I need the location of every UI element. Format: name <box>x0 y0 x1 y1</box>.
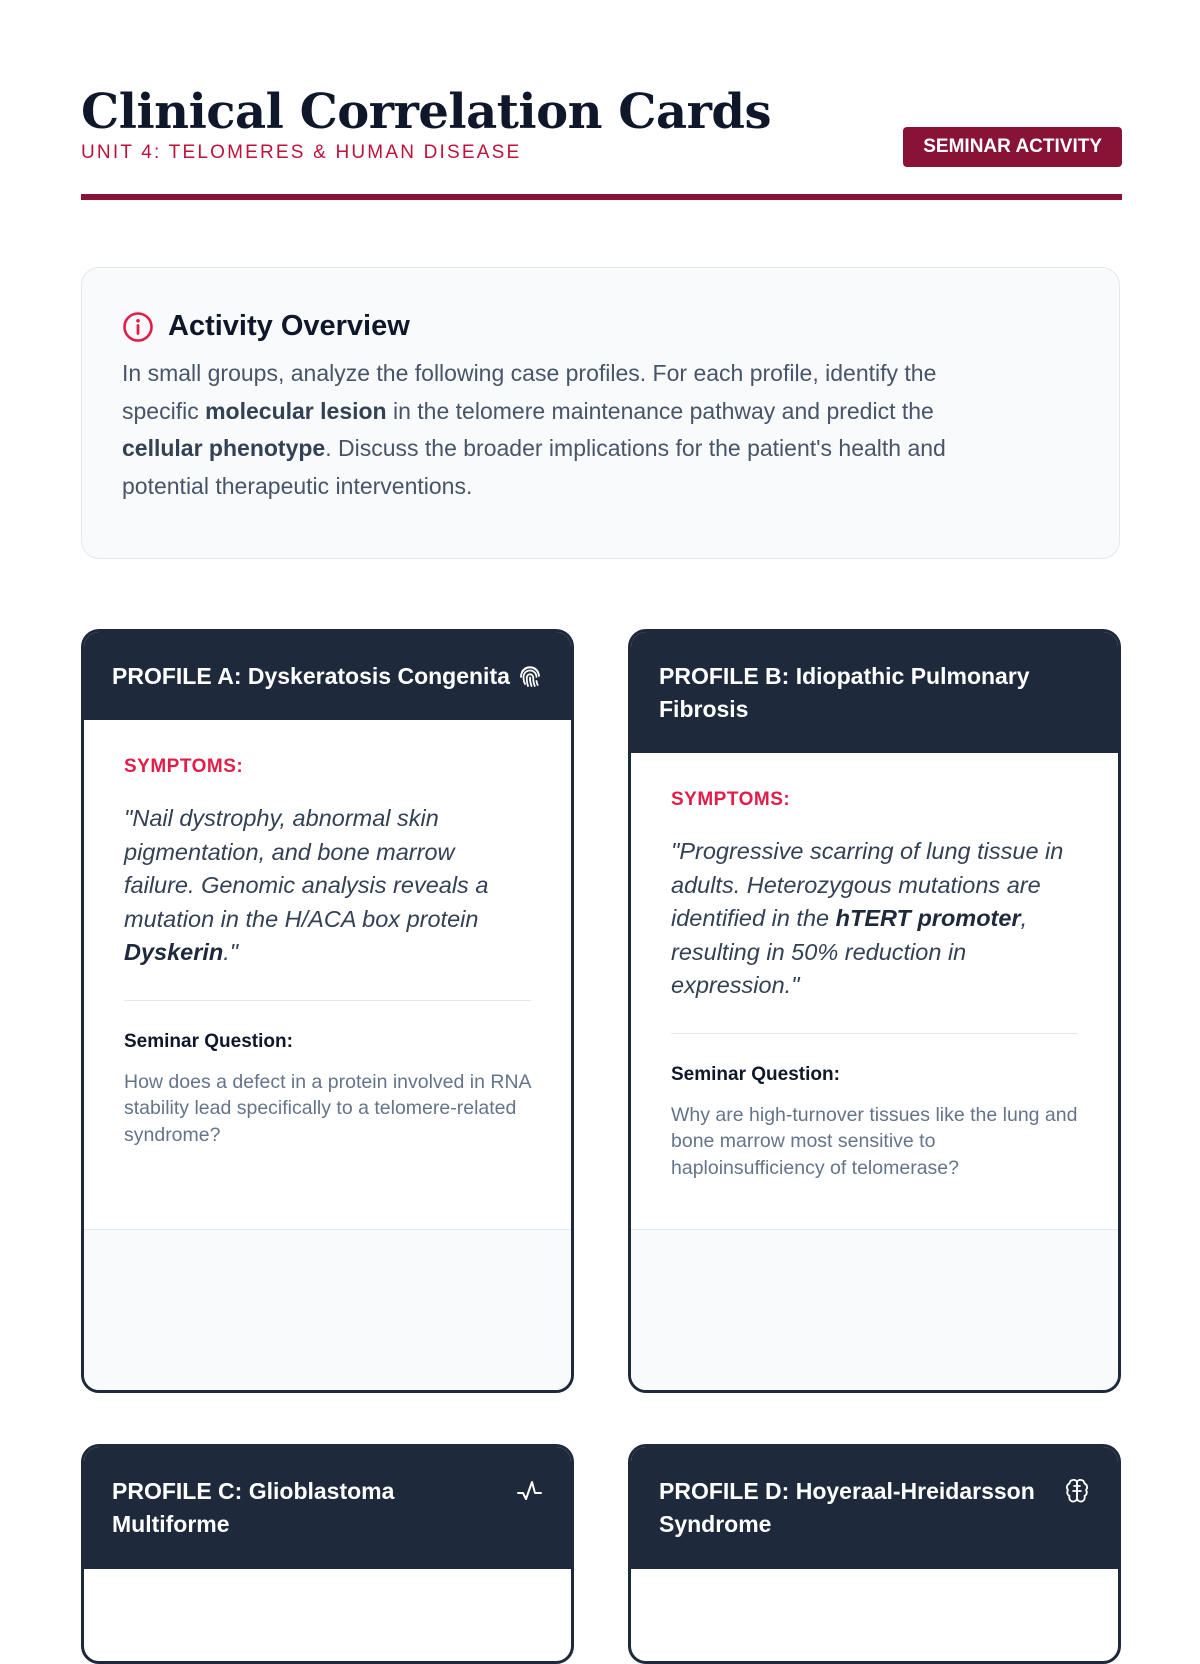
card-title: PROFILE C: Glioblastoma Multiforme <box>112 1478 395 1537</box>
divider <box>671 1033 1078 1034</box>
info-icon <box>122 311 154 343</box>
page-header <box>81 84 1122 164</box>
activity-icon <box>516 1477 544 1505</box>
symptoms-label: SYMPTOMS: <box>124 756 244 777</box>
header-divider <box>81 194 1122 200</box>
card-header <box>631 632 1118 753</box>
overview-text: In small groups, analyze the following case profiles. For each profile, identify the specific molecular lesion in the telomere maintenance pathway and predict the cellular phenotype. Discuss the broader implications for the patient's health and potential therapeutic interventions. <box>122 360 946 499</box>
brain-icon <box>1063 1477 1091 1505</box>
card-response-area[interactable] <box>84 1229 571 1390</box>
overview-title: Activity Overview <box>168 310 410 342</box>
card-header <box>84 1447 571 1569</box>
seminar-activity-badge: SEMINAR ACTIVITY <box>903 127 1122 167</box>
question-text: How does a defect in a protein involved in RNA stability lead specifically to a telomere-related syndrome? <box>124 1070 531 1146</box>
profile-card-c <box>81 1444 574 1664</box>
question-label: Seminar Question: <box>124 1030 293 1052</box>
card-header <box>631 1447 1118 1569</box>
question-text: Why are high-turnover tissues like the lung and bone marrow most sensitive to haploinsufficiency of telomerase? <box>671 1103 1078 1179</box>
divider <box>124 1000 531 1001</box>
profile-card-d <box>628 1444 1121 1664</box>
symptoms-text: "Nail dystrophy, abnormal skin pigmentation, and bone marrow failure. Genomic analysis reveals a mutation in the H/ACA box protein Dyskerin." <box>124 805 489 965</box>
activity-overview-panel <box>81 267 1120 559</box>
profile-card-a <box>81 629 574 1393</box>
card-response-area[interactable] <box>631 1229 1118 1390</box>
symptoms-text: "Progressive scarring of lung tissue in adults. Heterozygous mutations are identified in the hTERT promoter, resulting in 50% reduction in expression." <box>671 838 1064 998</box>
profile-card-b <box>628 629 1121 1393</box>
symptoms-label: SYMPTOMS: <box>671 789 791 810</box>
page-title: Clinical Correlation Cards <box>81 84 771 140</box>
card-title: PROFILE B: Idiopathic Pulmonary Fibrosis <box>659 663 1030 722</box>
page-subtitle: UNIT 4: TELOMERES & HUMAN DISEASE <box>81 142 522 163</box>
card-header <box>84 632 571 720</box>
question-label: Seminar Question: <box>671 1063 840 1085</box>
fingerprint-icon <box>516 662 544 690</box>
card-title: PROFILE D: Hoyeraal-Hreidarsson Syndrome <box>659 1478 1035 1537</box>
card-title: PROFILE A: Dyskeratosis Congenita <box>112 663 510 689</box>
